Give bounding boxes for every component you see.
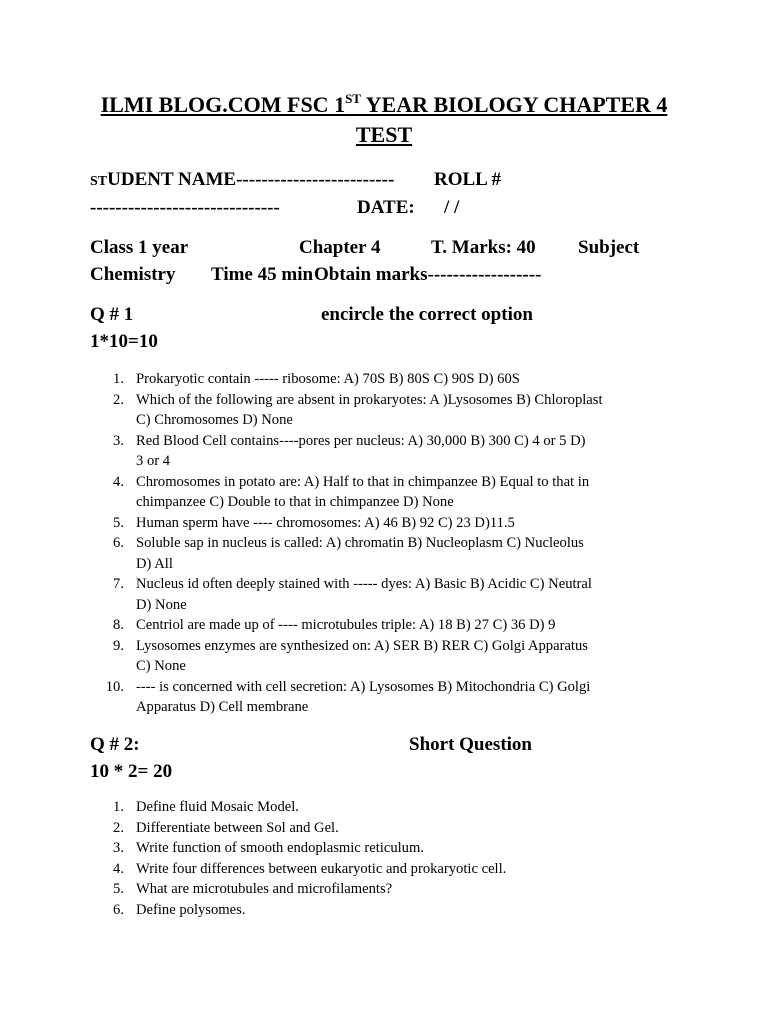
- date-value: / /: [444, 197, 460, 218]
- question-number: 1.: [113, 799, 124, 815]
- class-label: Class 1 year: [90, 237, 189, 258]
- question-line: [90, 533, 690, 554]
- subject-value: Chemistry: [90, 264, 176, 285]
- question-text: Prokaryotic contain ----- ribosome: A) 70S B) 80S C) 90S D) 60S: [136, 371, 520, 387]
- question-line: [90, 615, 690, 636]
- title-line-2: TEST: [355, 122, 413, 147]
- student-name-field: [90, 166, 394, 195]
- roll-number-label: ROLL #: [434, 169, 502, 190]
- question-line: [90, 554, 690, 575]
- question-number: 9.: [113, 637, 124, 654]
- obtain-marks-label: Obtain marks------------------: [314, 264, 542, 285]
- question-line: [90, 636, 690, 657]
- question-text: Lysosomes enzymes are synthesized on: A) SER B) RER C) Golgi Apparatus: [136, 637, 588, 654]
- question-text: Soluble sap in nucleus is called: A) chromatin B) Nucleoplasm C) Nucleolus: [136, 535, 584, 551]
- question-number: 4.: [113, 473, 124, 490]
- page-title: [60, 90, 708, 150]
- question-text: ---- is concerned with cell secretion: A) Lysosomes B) Mitochondria C) Golgi: [136, 678, 591, 695]
- student-name-label: UDENT NAME-------------------------: [107, 169, 395, 190]
- question-line: [90, 838, 690, 859]
- student-name-prefix: ST: [90, 174, 108, 189]
- question-text: What are microtubules and microfilaments?: [136, 881, 393, 897]
- question-number: 3.: [113, 840, 124, 856]
- question-text: Define polysomes.: [136, 901, 246, 918]
- question-text: D) All: [136, 555, 173, 572]
- total-marks-label: T. Marks: 40: [431, 237, 536, 258]
- question-line: [90, 697, 690, 718]
- q1-heading: encircle the correct option: [321, 304, 533, 325]
- question-number: 8.: [113, 617, 124, 633]
- title-line-1: [60, 90, 708, 120]
- question-line: [90, 410, 690, 431]
- q1-label: Q # 1: [90, 304, 134, 325]
- question-text: Define fluid Mosaic Model.: [136, 799, 299, 815]
- q2-heading: Short Question: [409, 734, 532, 755]
- date-label: DATE:: [357, 197, 415, 218]
- question-text: Write four differences between eukaryotic and prokaryotic cell.: [136, 860, 507, 877]
- question-text: Red Blood Cell contains----pores per nucleus: A) 30,000 B) 300 C) 4 or 5 D): [136, 432, 586, 449]
- chapter-label: Chapter 4: [299, 237, 381, 258]
- roll-number-line: ------------------------------: [90, 197, 280, 218]
- question-line: [90, 677, 690, 698]
- question-line: [90, 513, 690, 534]
- question-line: [90, 900, 690, 921]
- question-text: Apparatus D) Cell membrane: [136, 699, 309, 715]
- title-part-1: ILMI BLOG.COM FSC 1: [100, 92, 346, 117]
- question-line: [90, 369, 690, 390]
- q2-question-list: [90, 797, 690, 920]
- question-line: [90, 859, 690, 880]
- q2-marks: 10 * 2= 20: [90, 761, 173, 782]
- question-line: [90, 472, 690, 493]
- q1-question-list: [90, 369, 690, 718]
- question-text: C) None: [136, 658, 186, 674]
- question-text: Human sperm have ---- chromosomes: A) 46 B) 92 C) 23 D)11.5: [136, 514, 515, 531]
- question-line: [90, 574, 690, 595]
- question-number: 2.: [113, 819, 124, 836]
- time-label: Time 45 min: [211, 264, 314, 285]
- q1-marks: 1*10=10: [90, 331, 158, 352]
- subject-label: Subject: [578, 237, 640, 258]
- question-line: [90, 595, 690, 616]
- question-text: Nucleus id often deeply stained with ----- dyes: A) Basic B) Acidic C) Neutral: [136, 576, 592, 592]
- question-text: Differentiate between Sol and Gel.: [136, 819, 339, 836]
- question-text: chimpanzee C) Double to that in chimpanzee D) None: [136, 494, 454, 510]
- question-number: 5.: [113, 881, 124, 897]
- question-number: 1.: [113, 371, 124, 387]
- question-line: [90, 656, 690, 677]
- question-number: 10.: [105, 678, 124, 695]
- question-text: D) None: [136, 596, 187, 613]
- title-part-2: YEAR BIOLOGY CHAPTER 4: [360, 92, 668, 117]
- question-text: 3 or 4: [136, 453, 171, 469]
- question-line: [90, 451, 690, 472]
- question-number: 6.: [113, 901, 124, 918]
- question-line: [90, 431, 690, 452]
- question-text: Chromosomes in potato are: A) Half to that in chimpanzee B) Equal to that in: [136, 473, 590, 490]
- question-text: Centriol are made up of ---- microtubules triple: A) 18 B) 27 C) 36 D) 9: [136, 617, 556, 633]
- question-number: 7.: [113, 576, 124, 592]
- question-text: C) Chromosomes D) None: [136, 412, 293, 428]
- question-number: 2.: [113, 391, 124, 408]
- question-line: [90, 797, 690, 818]
- question-number: 4.: [113, 860, 124, 877]
- question-number: 3.: [113, 432, 124, 449]
- question-line: [90, 879, 690, 900]
- question-text: Which of the following are absent in prokaryotes: A )Lysosomes B) Chloroplast: [136, 391, 603, 408]
- question-text: Write function of smooth endoplasmic reticulum.: [136, 840, 424, 856]
- question-number: 5.: [113, 514, 124, 531]
- q2-label: Q # 2:: [90, 734, 140, 755]
- question-line: [90, 492, 690, 513]
- title-superscript: ST: [345, 91, 361, 106]
- question-number: 6.: [113, 535, 124, 551]
- question-line: [90, 390, 690, 411]
- question-line: [90, 818, 690, 839]
